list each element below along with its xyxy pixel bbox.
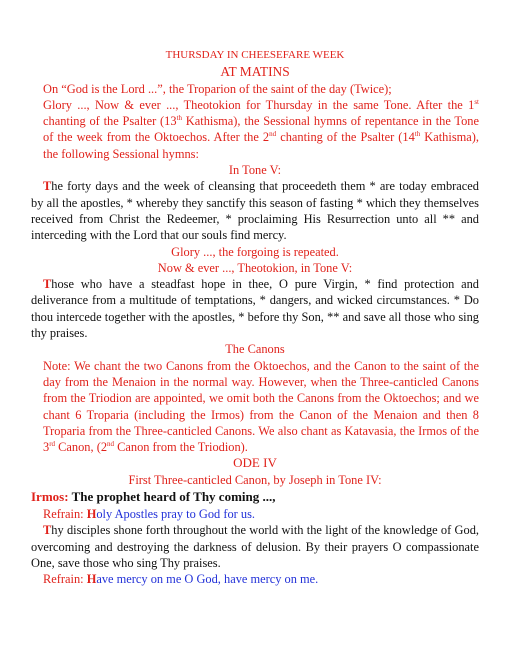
- glory-rubric: Glory ..., the forgoing is repeated.: [171, 244, 339, 259]
- hymn-text: hose who have a steadfast hope in thee, O pure Virgin, * find protection and deliverance from a multitude of temptations, * dangers, and wicked circumstances. * Do thou intercede together with the apostles, * before thy Son, ** and save all those who sing thy praises.: [31, 277, 479, 341]
- hymn-text: he forty days and the week of cleansing that proceedeth them * are today embraced by all the apostles, * whereby they sanctify this season of fasting * which they themselves received from Christ the Redeemer, * proclaiming His Resurrection unto all ** and interceding with the Lord that our souls find mercy.: [31, 179, 479, 243]
- ode-heading: ODE IV: [233, 455, 277, 471]
- tone-heading: In Tone V:: [228, 163, 282, 178]
- refrain-text: ave mercy on me O God, have mercy on me.: [96, 572, 319, 587]
- intro-text-c: Kathisma), the Sessional hymns of repentance in the Tone of the week from the Oktoechos. After the 2: [43, 114, 480, 145]
- intro-text-a: Glory ..., Now & ever ..., Theotokion for Thursday in the same Tone. After the 1: [43, 97, 475, 112]
- refrain-label: Refrain:: [43, 507, 87, 522]
- ordinal-sup: rd: [49, 440, 56, 448]
- canons-note: [31, 358, 479, 456]
- troparion-1: [31, 522, 479, 571]
- canon-subheading: First Three-canticled Canon, by Joseph in Tone IV:: [128, 472, 382, 487]
- refrain-text: oly Apostles pray to God for us.: [96, 507, 256, 522]
- ordinal-sup: th: [414, 130, 421, 139]
- intro-text-e: Kathisma), the following Sessional hymns:: [43, 130, 479, 161]
- intro-text-b: chanting of the Psalter (13: [43, 114, 177, 129]
- intro-text-d: chanting of the Psalter (14: [276, 130, 415, 145]
- drop-cap: H: [86, 572, 97, 587]
- ordinal-sup: nd: [107, 440, 115, 448]
- day-title: THURSDAY IN CHEESEFARE WEEK: [165, 49, 345, 61]
- intro-rubric: [31, 81, 479, 162]
- refrain-label: Refrain:: [43, 572, 87, 587]
- sessional-hymn-1: [31, 178, 479, 243]
- service-title: AT MATINS: [220, 64, 290, 80]
- hymn-text: hy disciples shone forth throughout the world with the light of the knowledge of God, overcoming and destroying the darkness of delusion. By their prayers O compassionate One, save those who sing Thy praises.: [31, 523, 479, 570]
- ordinal-sup: th: [176, 114, 183, 123]
- note-paragraph: [43, 358, 479, 456]
- drop-cap: T: [43, 179, 52, 194]
- irmos-line: [31, 488, 479, 506]
- irmos-text: The prophet heard of Thy coming ...,: [71, 489, 276, 505]
- drop-cap: T: [43, 277, 52, 292]
- refrain-2: [31, 571, 479, 587]
- document-page: [31, 47, 479, 588]
- ordinal-sup: st: [474, 97, 479, 106]
- theotokion-rubric: Now & ever ..., Theotokion, in Tone V:: [157, 260, 353, 275]
- note-text-b: Canon, (2: [55, 440, 108, 455]
- canons-heading: The Canons: [225, 342, 285, 357]
- intro-line-1: On “God is the Lord ...”, the Troparion of the saint of the day (Twice);: [43, 81, 392, 96]
- intro-paragraph: [43, 97, 479, 162]
- irmos-label: Irmos:: [31, 489, 72, 505]
- theotokion-hymn: [31, 276, 479, 341]
- note-text-a: Note: We chant the two Canons from the Oktoechos, and the Canon to the saint of the day from the Menaion in the normal way. However, when the Three-canticled Canons from the Triodion are appointed, we omit both the Canons from the Oktoechos; and we chant 6 Troparia (including the Irmos) from the Canon of the Menaion and then 8 Troparia from the Three-canticled Canons. We also chant as Katavasia, the Irmos of the 3: [43, 358, 479, 455]
- drop-cap: T: [43, 523, 52, 538]
- ordinal-sup: nd: [269, 130, 277, 139]
- note-text-c: Canon from the Triodion).: [114, 440, 248, 455]
- drop-cap: H: [86, 507, 97, 522]
- refrain-1: [31, 506, 479, 522]
